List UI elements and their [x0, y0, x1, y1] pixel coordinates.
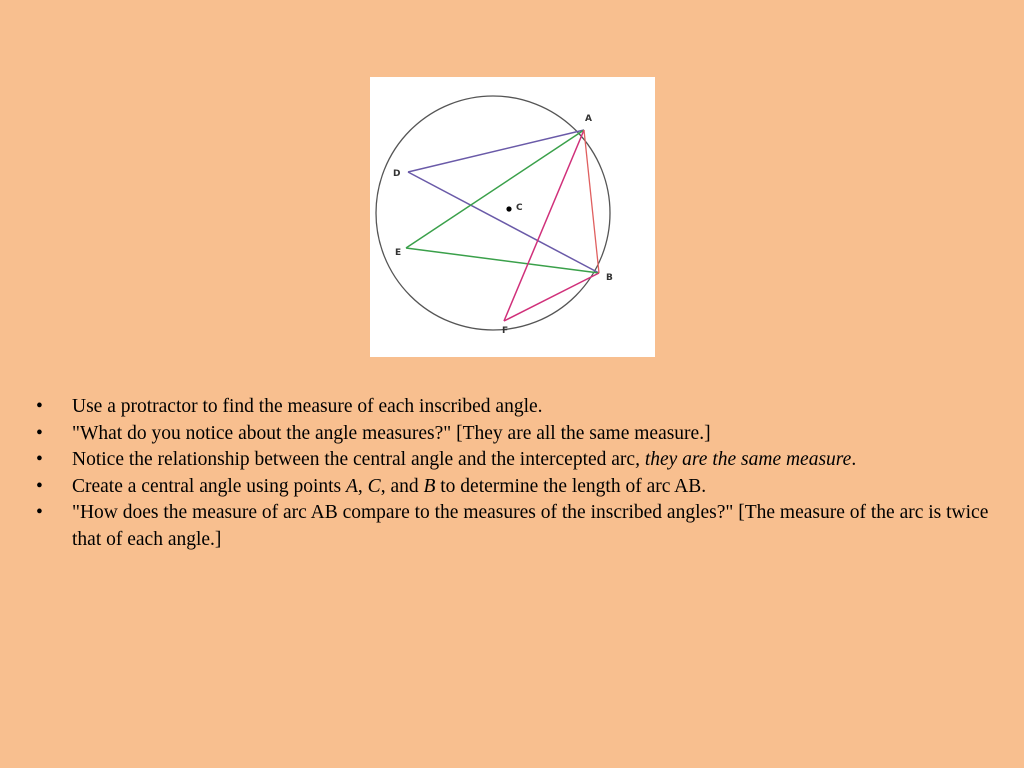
list-item — [36, 394, 1004, 421]
instruction-list — [36, 394, 1004, 553]
inscribed-angles-figure — [370, 77, 655, 357]
bullet-text: . — [851, 449, 857, 470]
label-C: C — [516, 203, 523, 213]
label-F: F — [502, 326, 509, 336]
list-item — [36, 447, 1004, 474]
label-A: A — [585, 114, 592, 124]
bullet-emphasis: , they are the same measure — [635, 449, 852, 470]
point-name-C: C — [367, 475, 381, 497]
label-B: B — [606, 273, 613, 283]
chord-DB — [408, 172, 599, 273]
center-point-C — [506, 206, 511, 211]
point-name-B: B — [423, 475, 436, 497]
bullet-text: Use a protractor to find the measure of each inscribed angle. — [72, 396, 543, 417]
list-item — [36, 500, 1004, 553]
label-E: E — [395, 248, 402, 258]
chord-EB — [406, 248, 599, 273]
list-item — [36, 421, 1004, 448]
chord-FA — [504, 130, 584, 321]
label-D: D — [393, 169, 401, 179]
bullet-text: , and — [380, 475, 424, 497]
bullet-text: to determine the length of arc AB. — [435, 475, 707, 497]
chord-DA — [408, 130, 584, 172]
bullet-text: "What do you notice about the angle measures?" [They are all the same measure.] — [72, 422, 711, 444]
chord-EA — [406, 130, 584, 248]
circle-outline — [376, 96, 610, 330]
bullet-text: Create a central angle using points — [72, 475, 346, 497]
point-name-A: A — [346, 475, 358, 497]
circle-diagram — [370, 77, 655, 357]
bullet-text: "How does the measure of arc AB compare to the measures of the inscribed angles?" [The measure of the arc is twice that of each angle.] — [72, 502, 989, 550]
list-item — [36, 474, 1004, 501]
chord-AB — [584, 130, 599, 273]
bullet-text: Notice the relationship between the central angle and the intercepted arc — [72, 449, 636, 470]
bullet-text: , — [357, 475, 368, 497]
